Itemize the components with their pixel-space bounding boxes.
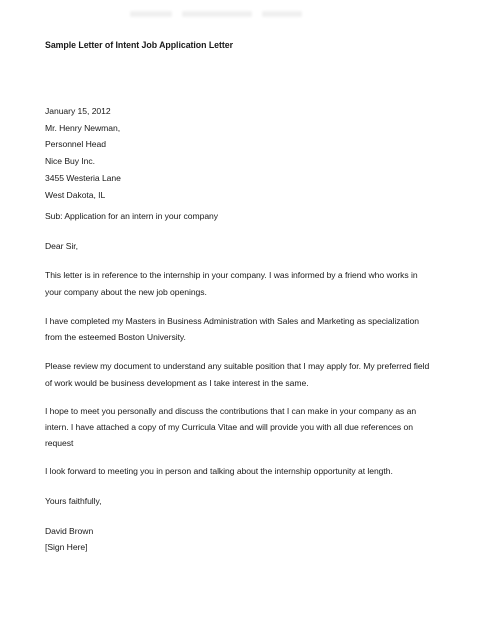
- faded-header-text: [130, 11, 310, 19]
- letter-date: January 15, 2012: [45, 106, 111, 116]
- signature-placeholder: [Sign Here]: [45, 542, 88, 552]
- letter-subject: Sub: Application for an intern in your company: [45, 211, 219, 221]
- recipient-street: 3455 Westeria Lane: [45, 173, 121, 183]
- paragraph-2-line-1: I have completed my Masters in Business Administration with Sales and Marketing as specialization: [45, 316, 419, 326]
- recipient-name: Mr. Henry Newman,: [45, 123, 121, 133]
- paragraph-4-line-1: I hope to meet you personally and discuss the contributions that I can make in your company as an: [45, 406, 417, 416]
- recipient-position: Personnel Head: [45, 139, 106, 149]
- recipient-city: West Dakota, IL: [45, 190, 106, 200]
- paragraph-3-line-1: Please review my document to understand any suitable position that I may apply for. My preferred field: [45, 361, 430, 371]
- closing: Yours faithfully,: [45, 496, 102, 506]
- document-title: Sample Letter of Intent Job Application Letter: [45, 40, 233, 50]
- salutation: Dear Sir,: [45, 241, 78, 251]
- recipient-company: Nice Buy Inc.: [45, 156, 95, 166]
- paragraph-2-line-2: from the esteemed Boston University.: [45, 332, 186, 342]
- paragraph-1-line-2: your company about the new job openings.: [45, 287, 207, 297]
- signature-name: David Brown: [45, 526, 94, 536]
- paragraph-4-line-3: request: [45, 438, 74, 448]
- paragraph-5-line-1: I look forward to meeting you in person and talking about the internship opportunity at length.: [45, 466, 393, 476]
- paragraph-3-line-2: of work would be business development as I take interest in the same.: [45, 378, 309, 388]
- paragraph-4-line-2: intern. I have attached a copy of my Curricula Vitae and will provide you with all due references on: [45, 422, 413, 432]
- paragraph-1-line-1: This letter is in reference to the internship in your company. I was informed by a friend who works in: [45, 270, 418, 280]
